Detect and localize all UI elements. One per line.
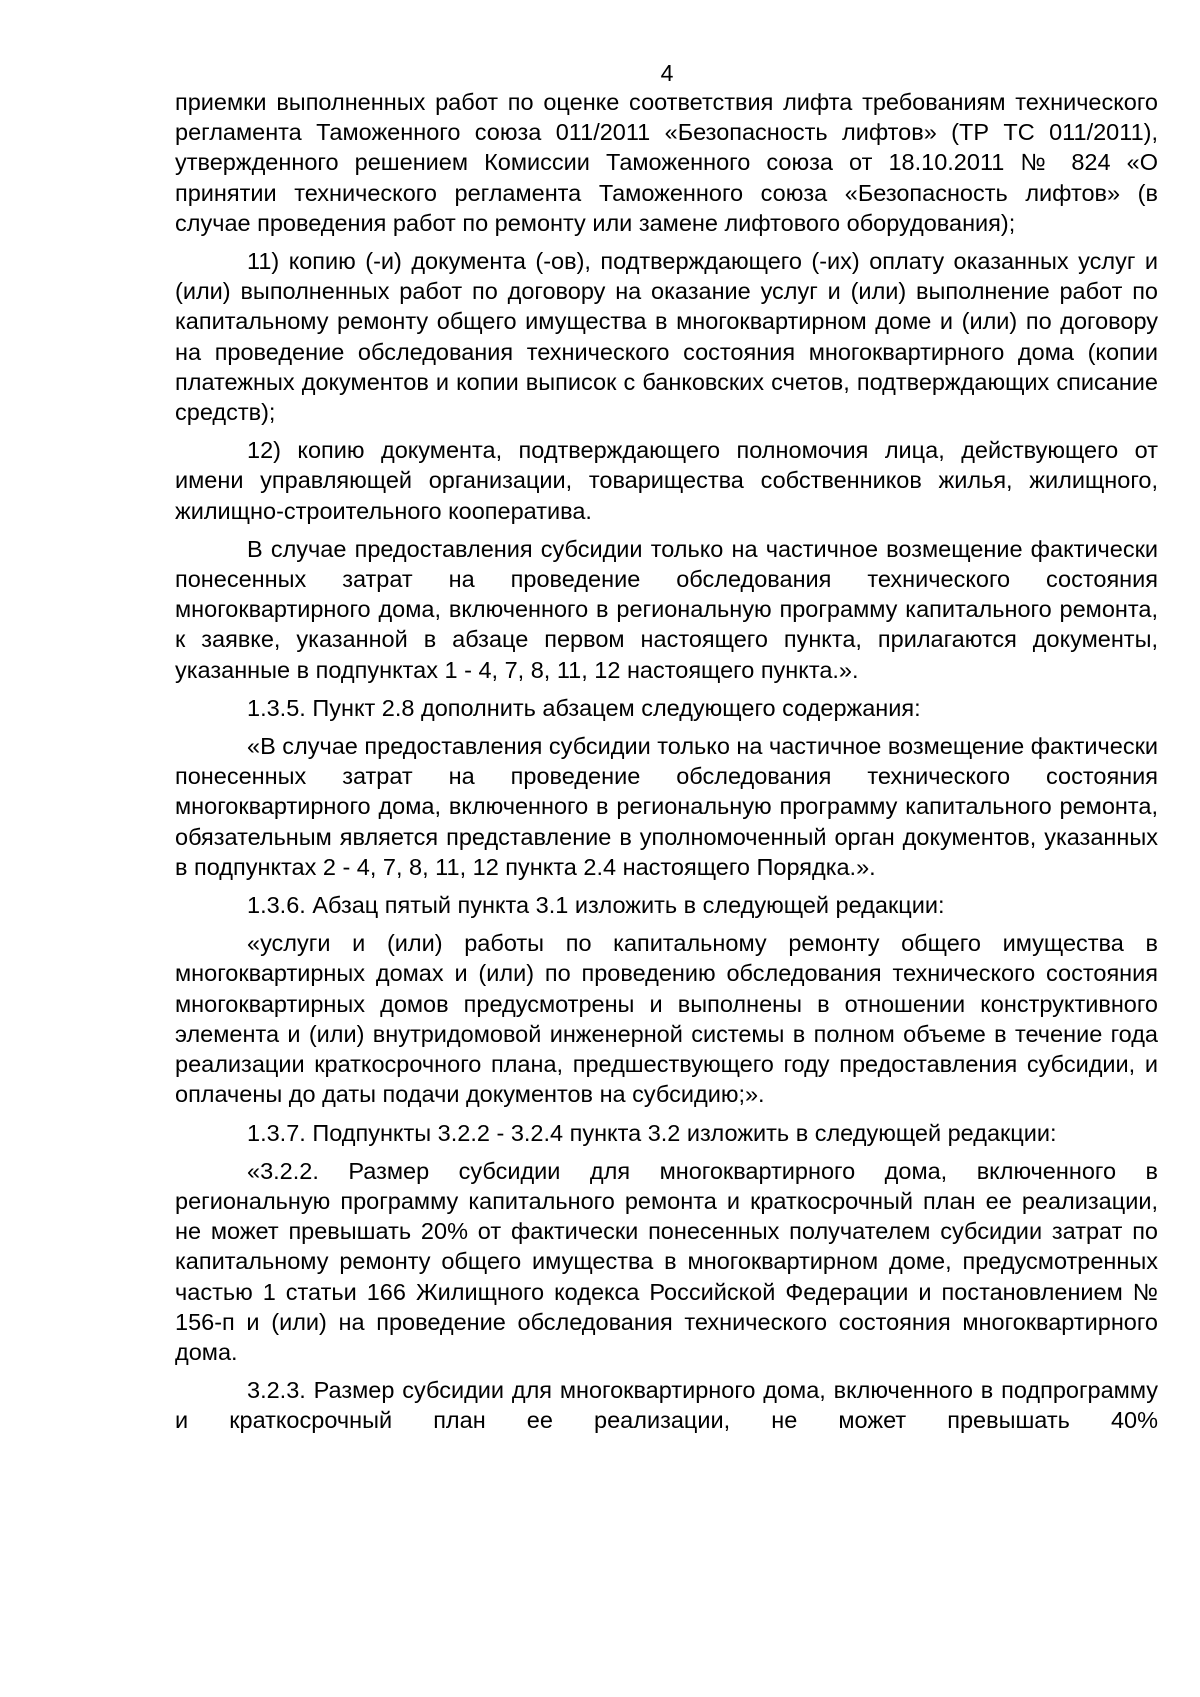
paragraph-1-3-7: 1.3.7. Подпункты 3.2.2 - 3.2.4 пункта 3.2 изложить в следующей редакции: — [247, 1119, 1057, 1146]
paragraph-quoted-2-8: «В случае предоставления субсидии только на частичное возмещение фактически понесенных затрат на проведение обследования технического состояния многоквартирного дома, включенного в региональную программу капитального ремонта, обязательным является представление в уполномоченный орган документов, указанных в подпунктах 2 - 4, 7, 8, 11, 12 пункта 2.4 настоящего Порядка.». — [175, 733, 1159, 880]
paragraph-1-3-5: 1.3.5. Пункт 2.8 дополнить абзацем следующего содержания: — [247, 694, 921, 721]
paragraph-1-3-6: 1.3.6. Абзац пятый пункта 3.1 изложить в следующей редакции: — [247, 892, 945, 919]
paragraph-quoted-3-1: «услуги и (или) работы по капитальному ремонту общего имущества в многоквартирных домах и (или) по проведению обследования технического состояния многоквартирных домов предусмотрены и выполнены в отношении конструктивного элемента и (или) внутридомовой инженерной системы в полном объеме в течение года реализации краткосрочного плана, предшествующего году предоставления субсидии, и оплачены до даты подачи документов на субсидию;». — [175, 930, 1158, 1108]
paragraph-item-12: 12) копию документа, подтверждающего полномочия лица, действующего от имени управляющей организации, товарищества собственников жилья, жилищного, жилищно-строительного кооператива. — [175, 437, 1158, 524]
document-body — [175, 87, 1158, 1436]
page-number: 4 — [660, 60, 674, 86]
paragraph-continuation: приемки выполненных работ по оценке соответствия лифта требованиям технического регламента Таможенного союза 011/2011 «Безопасность лифтов» (ТР ТС 011/2011), утвержденного решением Комиссии Таможенного союза от 18.10.2011 № 824 «О принятии технического регламента Таможенного союза «Безопасность лифтов» (в случае проведения работ по ремонту или замене лифтового оборудования); — [175, 89, 1158, 236]
paragraph-3-2-2: «3.2.2. Размер субсидии для многоквартирного дома, включенного в региональную программу капитального ремонта и краткосрочный план ее реализации, не может превышать 20% от фактически понесенных получателем субсидии затрат по капитальному ремонту общего имущества в многоквартирном доме, предусмотренных частью 1 статьи 166 Жилищного кодекса Российской Федерации и постановлением № 156-п и (или) на проведение обследования технического состояния многоквартирного дома. — [175, 1157, 1158, 1365]
paragraph-item-11: 11) копию (-и) документа (-ов), подтверждающего (-их) оплату оказанных услуг и (или) выполненных работ по договору на оказание услуг и (или) выполнение работ по капитальному ремонту общего имущества в многоквартирном доме и (или) по договору на проведение обследования технического состояния многоквартирного дома (копии платежных документов и копии выписок с банковских счетов, подтверждающих списание средств); — [175, 248, 1158, 426]
paragraph-partial-compensation: В случае предоставления субсидии только на частичное возмещение фактически понесенных затрат на проведение обследования технического состояния многоквартирного дома, включенного в региональную программу капитального ремонта, к заявке, указанной в абзаце первом настоящего пункта, прилагаются документы, указанные в подпунктах 1 - 4, 7, 8, 11, 12 настоящего пункта.». — [175, 535, 1158, 683]
paragraph-3-2-3: 3.2.3. Размер субсидии для многоквартирного дома, включенного в подпрограмму и краткосрочный план ее реализации, не может превышать 40% — [175, 1377, 1158, 1434]
